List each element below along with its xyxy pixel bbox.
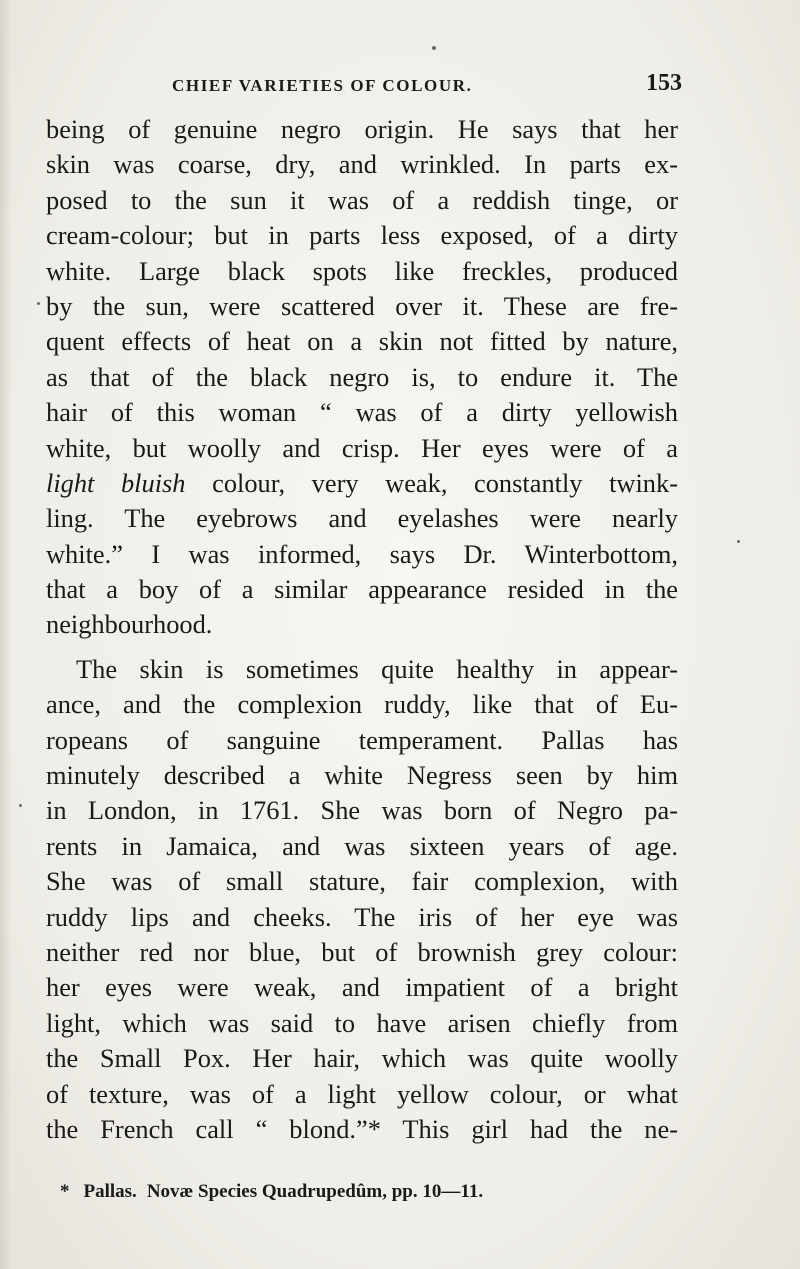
- text-line-paragraph-end: neighbourhood.: [46, 609, 213, 640]
- text-line: posed to the sun it was of a reddish tinge, or: [46, 184, 678, 215]
- text-line: as that of the black negro is, to endure it. The: [46, 361, 678, 392]
- text-line: quent effects of heat on a skin not fitted by nature,: [46, 326, 678, 357]
- text-line: white, but woolly and crisp. Her eyes were of a: [46, 432, 678, 463]
- text-line-italic-start: [46, 466, 678, 501]
- text-line: white.” I was informed, says Dr. Winterbottom,: [46, 538, 678, 569]
- text-line: the French call “ blond.”* This girl had the ne-: [46, 1113, 678, 1144]
- running-head-title: CHIEF VARIETIES OF COLOUR.: [172, 76, 473, 95]
- text-line: her eyes were weak, and impatient of a bright: [46, 972, 678, 1003]
- running-head: [172, 70, 682, 102]
- text-line-rest: colour, very weak, constantly twink-: [212, 467, 678, 498]
- footnote-marker: *: [60, 1181, 70, 1202]
- text-line: rents in Jamaica, and was sixteen years of age.: [46, 830, 678, 861]
- page-edge-shadow: [0, 0, 12, 1269]
- text-line: ropeans of sanguine temperament. Pallas has: [46, 724, 678, 755]
- body-text: [46, 112, 678, 1147]
- text-line: minutely described a white Negress seen by him: [46, 760, 678, 791]
- paragraph-gap: [46, 643, 678, 652]
- text-line: ance, and the complexion ruddy, like that of Eu-: [46, 689, 678, 720]
- text-line: skin was coarse, dry, and wrinkled. In parts ex-: [46, 149, 678, 180]
- paper-speck: [37, 302, 40, 305]
- text-line: by the sun, were scattered over it. These are fre-: [46, 290, 678, 321]
- text-line-paragraph-start: The skin is sometimes quite healthy in appear-: [76, 653, 678, 684]
- text-line: that a boy of a similar appearance resided in the: [46, 574, 678, 605]
- text-line: cream-colour; but in parts less exposed, of a dirty: [46, 220, 678, 251]
- footnote-citation: Novæ Species Quadrupedûm, pp. 10—11.: [146, 1181, 484, 1202]
- text-line: the Small Pox. Her hair, which was quite woolly: [46, 1043, 678, 1074]
- text-line: being of genuine negro origin. He says that her: [46, 114, 678, 144]
- text-line: She was of small stature, fair complexion, with: [46, 866, 678, 897]
- text-line: ling. The eyebrows and eyelashes were nearly: [46, 503, 678, 534]
- text-line: neither red nor blue, but of brownish grey colour:: [46, 936, 678, 967]
- text-line: in London, in 1761. She was born of Negro pa-: [46, 795, 678, 826]
- text-line: of texture, was of a light yellow colour, or what: [46, 1078, 678, 1109]
- text-line: hair of this woman “ was of a dirty yellowish: [46, 397, 678, 428]
- text-line: light, which was said to have arisen chiefly from: [46, 1007, 678, 1038]
- footnote: [60, 1181, 620, 1203]
- paper-speck: [737, 540, 740, 543]
- footnote-author: Pallas.: [83, 1181, 137, 1202]
- paper-speck: [432, 46, 436, 50]
- paper-speck: [19, 804, 22, 807]
- page-number: 153: [646, 70, 682, 96]
- text-line: ruddy lips and cheeks. The iris of her eye was: [46, 901, 678, 932]
- italic-phrase: light bluish: [46, 467, 186, 498]
- text-line: white. Large black spots like freckles, produced: [46, 255, 678, 286]
